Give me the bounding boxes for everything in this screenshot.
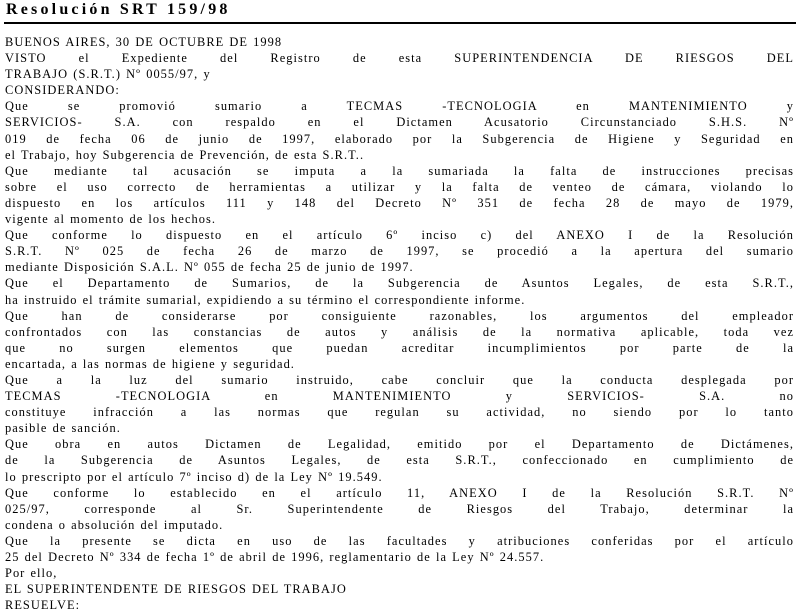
document-line: S.R.T. Nº 025 de fecha 26 de marzo de 1997, se procedió a la apertura del sumario [5, 244, 794, 259]
document-line: de la Subgerencia de Asuntos Legales, de esta S.R.T., confeccionado en cumplimiento de [5, 453, 794, 468]
document-line: que no surgen elementos que puedan acreditar incumplimientos por parte de la [5, 340, 794, 355]
document-line: Que conforme lo dispuesto en el artículo 6º inciso c) del ANEXO I de la Resolución [5, 228, 794, 243]
document-body [5, 34, 794, 613]
document-line: Que se promovió sumario a TECMAS -TECNOLOGIA en MANTENIMIENTO y [5, 99, 794, 114]
document-line: Que han de considerarse por consiguiente razonables, los argumentos del empleador [5, 308, 794, 323]
document-line: encartada, a las normas de higiene y seguridad. [5, 356, 295, 371]
document-line: EL SUPERINTENDENTE DE RIESGOS DEL TRABAJO [5, 582, 347, 597]
document-line: sobre el uso correcto de herramientas a utilizar y la falta de venteo de cámara, violando lo [5, 179, 794, 194]
document-line: Que a la luz del sumario instruido, cabe concluir que la conducta desplegada por [5, 372, 794, 387]
document-line: mediante Disposición S.A.L. Nº 055 de fecha 25 de junio de 1997. [5, 260, 414, 275]
document-line: TECMAS -TECNOLOGIA en MANTENIMIENTO y SERVICIOS- S.A. no [5, 389, 794, 404]
document-line: Que el Departamento de Sumarios, de la Subgerencia de Asuntos Legales, de esta S.R.T., [5, 276, 794, 291]
document-line: condena o absolución del imputado. [5, 517, 224, 532]
document-title: Resolución SRT 159/98 [6, 1, 231, 18]
document-line: 25 del Decreto Nº 334 de fecha 1º de abril de 1996, reglamentario de la Ley Nº 24.557. [5, 550, 545, 564]
document-line: pasible de sanción. [5, 421, 121, 436]
document-line: ha instruido el trámite sumarial, expidiendo a su término el correspondiente informe. [5, 292, 526, 307]
document-line: confrontados con las constancias de autos y análisis de la normativa aplicable, toda vez [5, 324, 794, 339]
document-line: 025/97, corresponde al Sr. Superintendente de Riesgos del Trabajo, determinar la [5, 501, 794, 516]
document-line: Que mediante tal acusación se imputa a la sumariada la falta de instrucciones precisas [5, 163, 794, 178]
title-bar [4, 0, 796, 24]
document-line: BUENOS AIRES, 30 DE OCTUBRE DE 1998 [5, 35, 283, 49]
document-line: SERVICIOS- S.A. con respaldo en el Dictamen Acusatorio Circunstanciado S.H.S. Nº [5, 115, 794, 130]
document-line: TRABAJO (S.R.T.) Nº 0055/97, y [5, 67, 211, 82]
document-line: vigente al momento de los hechos. [5, 212, 217, 227]
document-line: 019 de fecha 06 de junio de 1997, elaborado por la Subgerencia de Higiene y Seguridad en [5, 131, 794, 146]
document-line: dispuesto en los artículos 111 y 148 del Decreto Nº 351 de fecha 28 de mayo de 1979, [5, 195, 794, 210]
document-line: lo prescripto por el artículo 7º inciso d) de la Ley Nº 19.549. [5, 469, 383, 484]
document-line: Que obra en autos Dictamen de Legalidad, emitido por el Departamento de Dictámenes, [5, 437, 794, 452]
document-line: el Trabajo, hoy Subgerencia de Prevención, de esta S.R.T.. [5, 147, 365, 162]
document-line: Que la presente se dicta en uso de las facultades y atribuciones conferidas por el artículo [5, 533, 794, 548]
document-line: Que conforme lo establecido en el artículo 11, ANEXO I de la Resolución S.R.T. Nº [5, 485, 794, 500]
document-line: RESUELVE: [5, 598, 81, 613]
document-line: Por ello, [5, 566, 58, 581]
document-line: constituye infracción a las normas que regulan su actividad, no siendo por lo tanto [5, 405, 794, 420]
document-line: CONSIDERANDO: [5, 83, 120, 98]
document-line: VISTO el Expediente del Registro de esta SUPERINTENDENCIA DE RIESGOS DEL [5, 51, 794, 66]
